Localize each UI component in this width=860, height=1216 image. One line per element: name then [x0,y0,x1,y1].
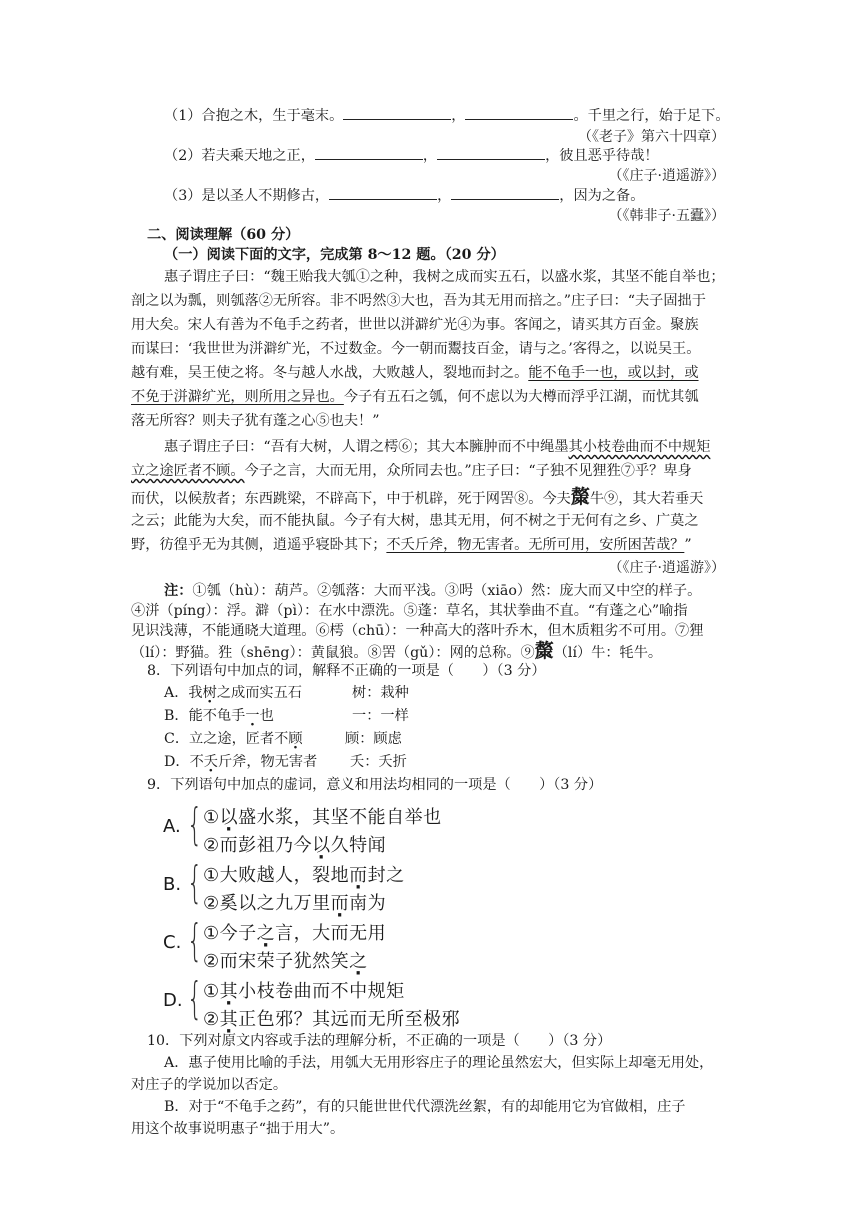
wavy-underlined-sentence: 其小枝卷曲而不中规矩 [568,439,711,455]
underlined-sentence: 不免于洴澼纩光，则所用之异也。 [131,389,344,405]
underlined-sentence: 能不龟手一也，或以封，或 [528,365,699,381]
passage-line: 惠子谓庄子曰：“魏王贻我大瓠①之种，我树之成而实五石，以盛水浆，其坚不能自举也； [164,269,725,285]
q8-option-d[interactable]: D．不夭斤斧，物无害者 [164,754,318,770]
answer-blank[interactable] [437,145,545,160]
passage-line: 而伏，以候敖者；东西跳梁，不辟高下，中于机辟，死于网罟⑧。今夫斄牛⑨，其大若垂天 [131,486,704,508]
dotted-word: 夭 [203,754,218,770]
passage-line: 剖之以为瓢，则瓠落②无所容。非不呺然③大也，吾为其无用而掊之。”庄子曰：“夫子固拙于 [131,293,706,309]
option-letter: C. [163,932,182,953]
option-row: ②而宋荣子犹然笑之 [203,951,368,972]
wavy-underlined-sentence: 立之途匠者不顾。 [131,463,245,479]
passage-line: 野，彷徨乎无为其侧，逍遥乎寝卧其下；不夭斤斧，物无害者。无所可用，安所困苦哉？” [131,537,692,553]
option-letter: D. [163,990,183,1011]
passage-line: 之云；此能为大矣，而不能执鼠。今子有大树，患其无用，何不树之于无何有之乡、广莫之 [131,513,699,529]
passage-line: 立之途匠者不顾。今子之言，大而无用，众所同去也。”庄子曰：“子独不见狸狌⑦乎？卑身 [131,463,692,479]
notes-label: 注： [164,583,193,599]
q9-option-a[interactable] [163,799,583,857]
passage-line: 落无所容？则夫子犹有蓬之心⑤也夫！” [131,413,380,429]
option-row: ①大败越人，裂地而封之 [203,865,405,886]
option-row: ②而彭祖乃今以久特闻 [203,835,387,856]
q7-source-1: （《老子》第六十四章） [578,129,725,145]
underlined-sentence: 不夭斤斧，物无害者。无所可用，安所困苦哉？ [386,537,685,553]
passage-line: 不免于洴澼纩光，则所用之异也。今子有五石之瓠，何不虑以为大樽而浮乎江湖，而忧其瓠 [131,389,699,405]
q9-option-b[interactable] [163,857,583,915]
q7-source-2: （《庄子·逍遥游》） [608,168,725,184]
dotted-word: 以 [219,807,239,828]
brace-icon: { [187,973,203,1024]
notes-line: 见识浅薄，不能通晓大道理。⑥樗（chū）：一种高大的落叶乔木，但木质粗劣不可用。⑦狸 [131,623,704,639]
q8-option-a[interactable]: A．我树之成而实五石 [164,685,302,701]
section-subheading: （一）阅读下面的文字，完成第 8～12 题。（20 分） [164,247,505,263]
q9-stem: 9．下列语句中加点的虚词，意义和用法均相同的一项是（ ）（3 分） [147,777,603,793]
q8-gloss-d: 夭：夭折 [350,754,407,770]
q10-stem: 10．下列对原文内容或手法的理解分析，不正确的一项是（ ）（3 分） [147,1033,612,1049]
brace-icon: { [187,857,203,908]
dotted-word: 而 [349,865,368,886]
q8-stem: 8．下列语句中加点的词，解释不正确的一项是（ ）（3 分） [147,663,546,679]
section-heading: 二、阅读理解（60 分） [147,227,300,243]
dotted-word: 而 [330,893,350,914]
option-letter: B. [163,874,182,895]
dotted-word: 其 [219,981,239,1002]
brace-icon: { [187,915,203,966]
dotted-word: 其 [219,1009,239,1030]
dotted-word: 以 [312,835,331,856]
passage-line: 用大矣。宋人有善为不龟手之药者，世世以洴澼纩光④为事。客闻之，请买其方百金。聚族 [131,317,699,333]
brace-icon: { [187,799,203,850]
answer-blank[interactable] [343,105,451,120]
dotted-word: 之 [256,923,276,944]
passage-line: 越有难，吴王使之将。冬与越人水战，大败越人，裂地而封之。能不龟手一也，或以封，或 [131,365,699,381]
q8-gloss-a: 树：栽种 [352,685,409,701]
option-row: ①以盛水浆，其坚不能自举也 [203,807,442,828]
q8-gloss-b: 一：一样 [352,708,409,724]
q8-option-b[interactable]: B．能不龟手一也 [164,708,274,724]
rare-character: 斄 [570,486,590,508]
q9-option-c[interactable] [163,915,583,973]
answer-blank[interactable] [315,145,423,160]
passage-source: （《庄子·逍遥游》） [608,560,725,576]
q10-option-a[interactable]: A．惠子使用比喻的手法，用瓠大无用形容庄子的理论虽然宏大，但实际上却毫无用处， [164,1055,714,1071]
q9-option-d[interactable] [163,973,583,1031]
q7-line-1: （1）合抱之木，生于毫末。 ， 。千里之行，始于足下。 [164,105,730,126]
q10-option-b-cont: 用这个故事说明惠子“拙于用大”。 [131,1121,345,1137]
q7-line-2: （2）若夫乘天地之正， ， ，彼且恶乎待哉！ [164,145,659,166]
q7-line-3: （3）是以圣人不期修古， ， ，因为之备。 [164,185,644,206]
option-row: ②奚以之九万里而南为 [203,893,387,914]
passage-line: 惠子谓庄子曰：“吾有大树，人谓之樗⑥；其大本臃肿而不中绳墨其小枝卷曲而不中规矩 [164,439,711,455]
notes-line: ④洴（píng）：浮。澼（pì）：在水中漂洗。⑤蓬：草名，其状拳曲不直。“有蓬之心”喻指 [131,603,688,619]
q8-option-c[interactable]: C．立之途，匠者不顾 [164,731,303,747]
answer-blank[interactable] [465,105,573,120]
answer-blank[interactable] [329,185,437,200]
q7-source-3: （《韩非子·五蠹》） [608,208,725,224]
dotted-word: 一 [245,708,260,724]
q10-option-a-cont: 对庄子的学说加以否定。 [131,1077,288,1093]
passage-line: 而谋曰：‘我世世为洴澼纩光，不过数金。今一朝而鬻技百金，请与之。’客得之，以说吴王。 [131,341,701,357]
dotted-word: 树 [202,685,217,701]
dotted-word: 之 [349,951,368,972]
dotted-word: 顾 [288,731,303,747]
notes-line: （lí）：野猫。狌（shēng）：黄鼠狼。⑧罟（gǔ）：网的总称。⑨斄（lí）牛：牦牛。 [131,640,663,662]
option-row: ①其小枝卷曲而不中规矩 [203,981,405,1002]
rare-character: 斄 [534,640,554,662]
option-row: ①今子之言，大而无用 [203,923,387,944]
q10-option-b[interactable]: B．对于“不龟手之药”，有的只能世世代代漂洗丝絮，有的却能用它为官做相，庄子 [164,1099,686,1115]
q8-gloss-c: 顾：顾虑 [345,731,402,747]
notes-line: 注：①瓠（hù）：葫芦。②瓠落：大而平浅。③呺（xiāo）然：庞大而又中空的样子。 [164,583,702,599]
answer-blank[interactable] [451,185,559,200]
option-letter: A. [163,816,181,837]
option-row: ②其正色邪？其远而无所至极邪 [203,1009,461,1030]
